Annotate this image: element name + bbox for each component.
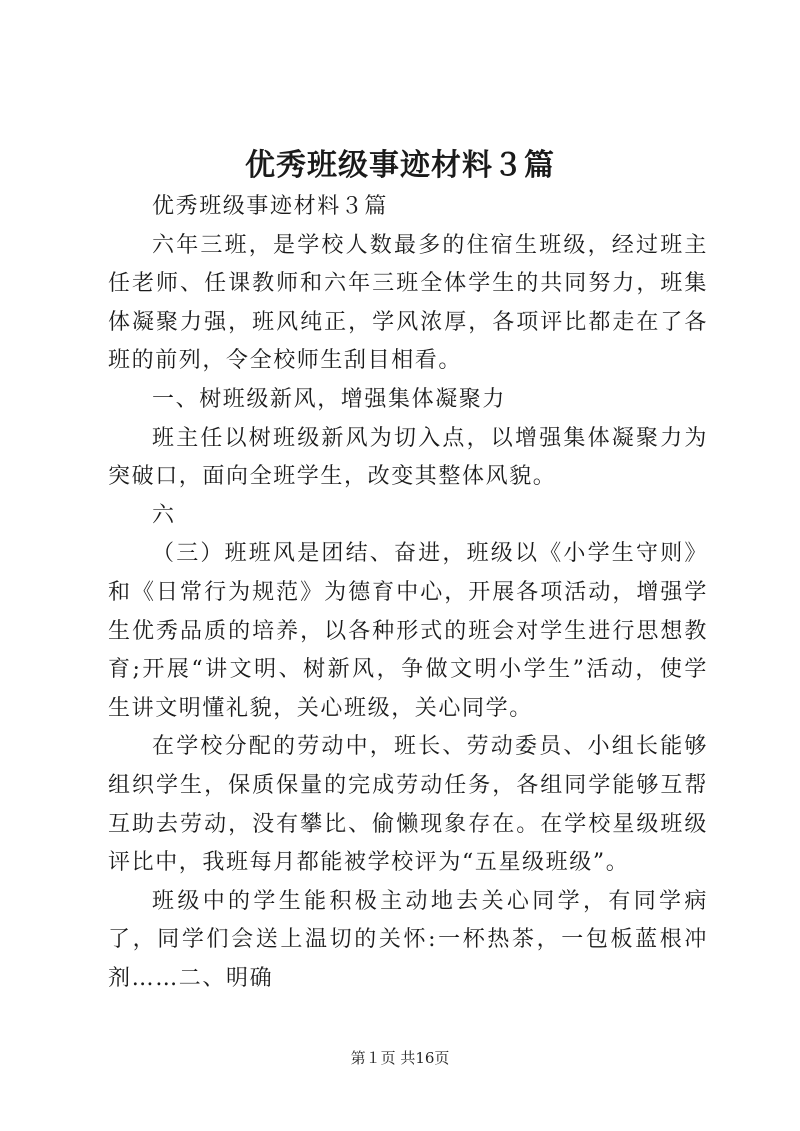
paragraph: 六 [152, 502, 176, 528]
paragraph: 在学校分配的劳动中，班长、劳动委员、小组长能够组织学生，保质保量的完成劳动任务，各组同学能够互帮互助去劳动，没有攀比、偷懒现象存在。在学校星级班级评比中，我班每月都能被学校评为“五星级班级”。 [108, 734, 708, 876]
section-heading: 一、树班级新风，增强集体凝聚力 [152, 386, 507, 412]
paragraph: 班级中的学生能积极主动地去关心同学，有同学病了，同学们会送上温切的关怀:一杯热茶，一包板蓝根冲剂……二、明确 [108, 888, 708, 991]
document-body [108, 188, 708, 998]
paragraph-intro: 六年三班，是学校人数最多的住宿生班级，经过班主任老师、任课教师和六年三班全体学生的共同努力，班集体凝聚力强，班风纯正，学风浓厚，各项评比都走在了各班的前列，令全校师生刮目相看。 [108, 232, 708, 374]
document-title: 优秀班级事迹材料３篇 [245, 148, 555, 183]
paragraph-subtitle: 优秀班级事迹材料３篇 [152, 194, 389, 219]
paragraph: （三）班班风是团结、奋进，班级以《小学生守则》和《日常行为规范》为德育中心，开展各项活动，增强学生优秀品质的培养，以各种形式的班会对学生进行思想教育;开展“讲文明、树新风，争做文明小学生”活动，使学生讲文明懂礼貌，关心班级，关心同学。 [108, 541, 708, 721]
paragraph: 班主任以树班级新风为切入点，以增强集体凝聚力为突破口，面向全班学生，改变其整体风貌。 [108, 425, 708, 490]
page-number-footer: 第１页 共16页 [350, 1049, 450, 1067]
